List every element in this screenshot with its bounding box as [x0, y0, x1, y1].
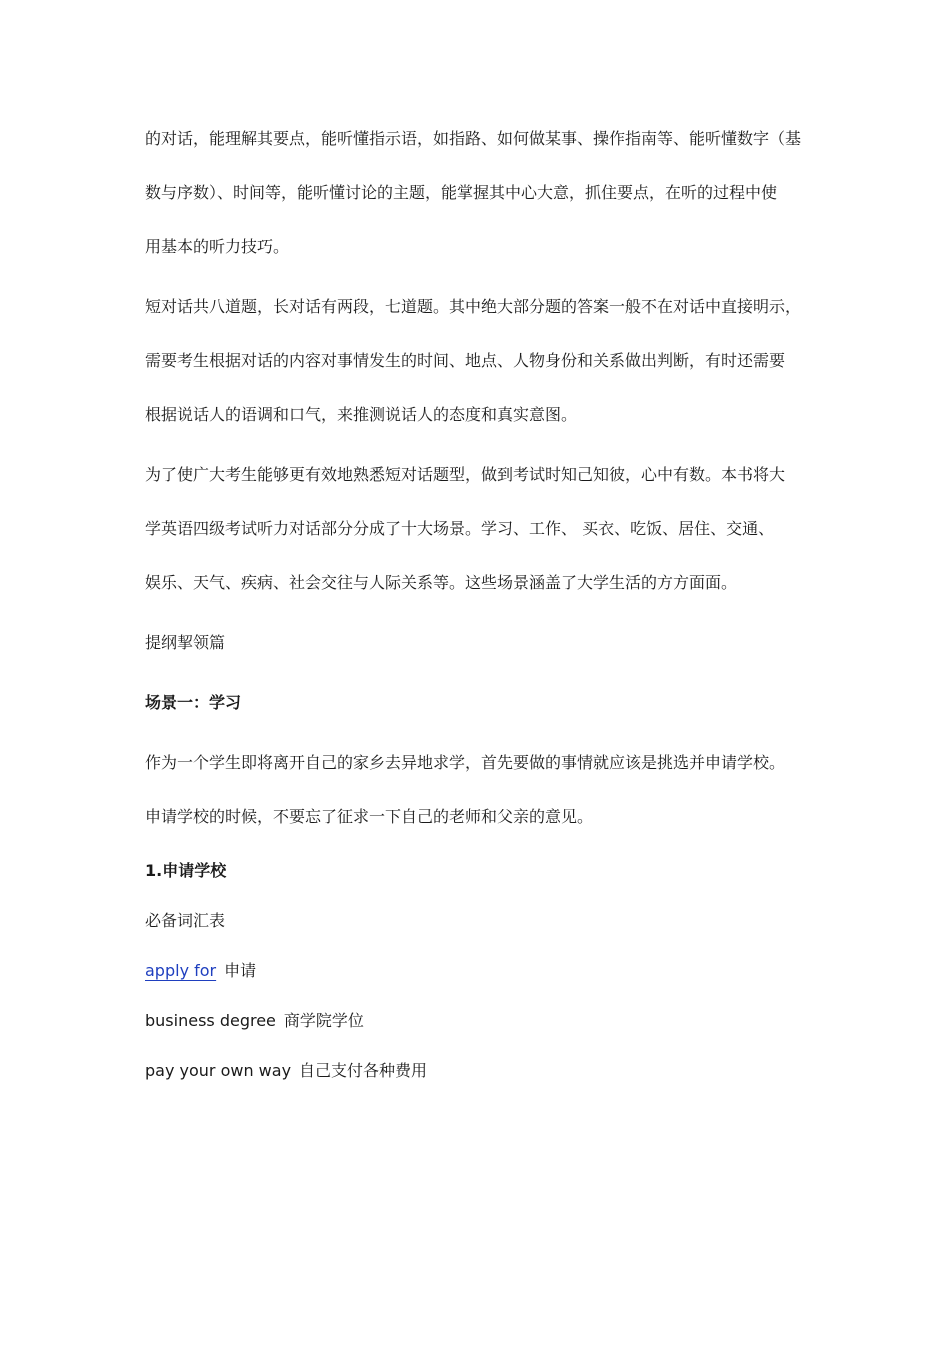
paragraph-book-scenes [145, 462, 815, 596]
vocab-heading: 必备词汇表 [145, 911, 226, 930]
paragraph-line: 的对话，能理解其要点，能听懂指示语，如指路、如何做某事、操作指南等、能听懂数字（基 [145, 129, 802, 148]
paragraph-line: 作为一个学生即将离开自己的家乡去异地求学，首先要做的事情就应该是挑选并申请学校。 [145, 753, 786, 772]
paragraph-dialogue-structure [145, 294, 815, 428]
paragraph-line: 申请学校的时候，不要忘了征求一下自己的老师和父亲的意见。 [145, 807, 594, 826]
paragraph-line: 短对话共八道题，长对话有两段，七道题。其中绝大部分题的答案一般不在对话中直接明示， [145, 297, 802, 316]
outline-heading: 提纲挈领篇 [145, 633, 226, 652]
vocab-term-link[interactable]: apply for [145, 961, 217, 980]
scene-heading: 场景一：学习 [145, 693, 242, 712]
vocab-item [145, 1008, 815, 1034]
vocab-meaning: 自己支付各种费用 [299, 1061, 428, 1080]
section-heading: 1.申请学校 [145, 861, 227, 880]
scene-heading-block [145, 690, 815, 716]
vocab-term: business degree [145, 1011, 276, 1030]
document-body [145, 126, 815, 1084]
vocab-meaning: 商学院学位 [283, 1011, 364, 1030]
paragraph-line: 为了使广大考生能够更有效地熟悉短对话题型，做到考试时知己知彼，心中有数。本书将大 [145, 465, 786, 484]
paragraph-line: 数与序数）、时间等，能听懂讨论的主题，能掌握其中心大意，抓住要点，在听的过程中使 [145, 183, 778, 202]
vocab-item [145, 1058, 815, 1084]
paragraph-line: 学英语四级考试听力对话部分分成了十大场景。学习、工作、 买衣、吃饭、居住、交通、 [145, 519, 775, 538]
paragraph-line: 根据说话人的语调和口气，来推测说话人的态度和真实意图。 [145, 405, 578, 424]
paragraph-line: 需要考生根据对话的内容对事情发生的时间、地点、人物身份和关系做出判断，有时还需要 [145, 351, 786, 370]
vocab-item [145, 958, 815, 984]
vocab-term: pay your own way [145, 1061, 292, 1080]
vocab-meaning: 申请 [224, 961, 257, 980]
paragraph-listening-requirements [145, 126, 815, 260]
outline-heading-block [145, 630, 815, 656]
paragraph-scene-intro [145, 750, 815, 830]
paragraph-line: 娱乐、天气、疾病、社会交往与人际关系等。这些场景涵盖了大学生活的方方面面。 [145, 573, 738, 592]
paragraph-line: 用基本的听力技巧。 [145, 237, 290, 256]
